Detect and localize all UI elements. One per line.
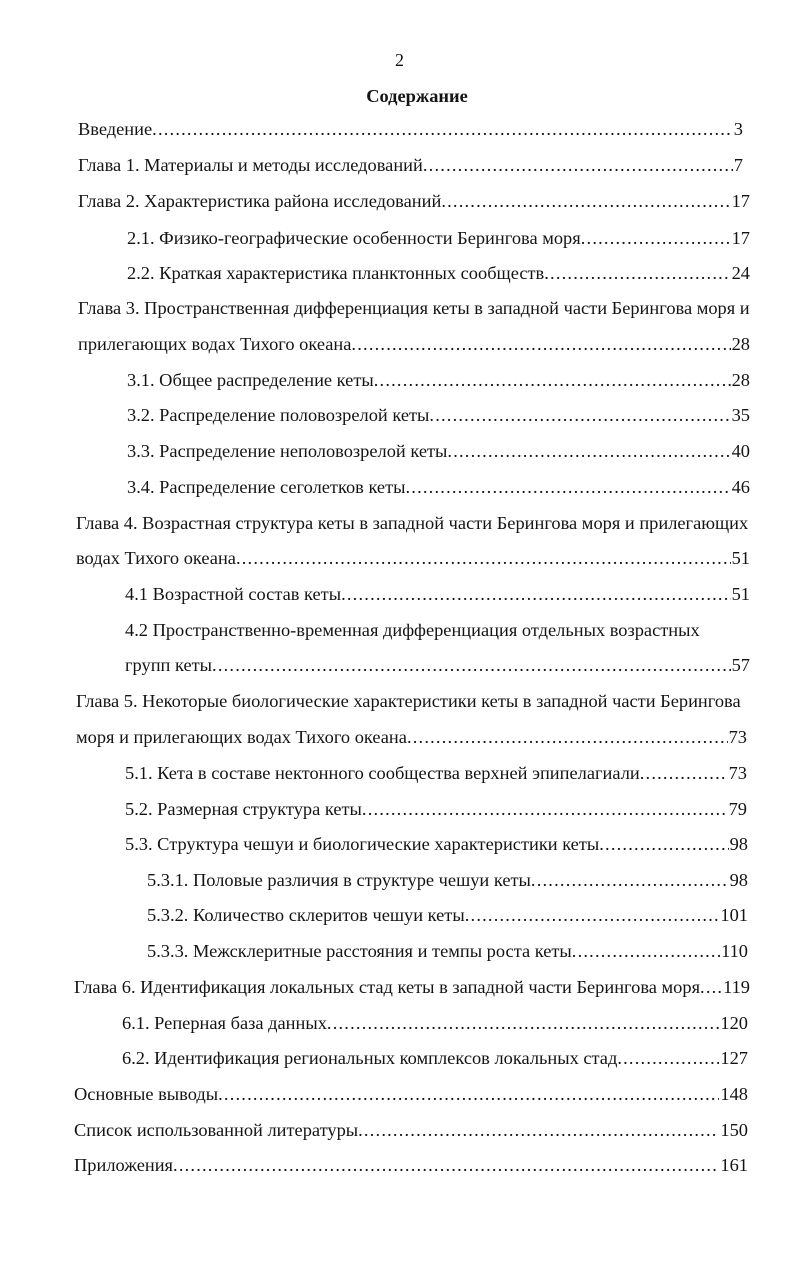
toc-entry-label: 6.1. Реперная база данных xyxy=(122,1013,327,1033)
toc-entry-page: 46 xyxy=(731,477,750,497)
toc-entry-label: 5.2. Размерная структура кеты xyxy=(125,799,362,819)
toc-entry-5-2 xyxy=(125,796,747,822)
toc-entry-page: 73 xyxy=(728,763,747,783)
toc-entry-intro xyxy=(78,116,743,142)
toc-entry-label: групп кеты xyxy=(125,655,213,675)
leader-dots xyxy=(441,188,730,214)
leader-dots xyxy=(405,474,730,500)
leader-dots xyxy=(358,1117,719,1143)
toc-entry-label: 6.2. Идентификация региональных комплексов локальных стад xyxy=(122,1048,618,1068)
toc-entry-label: 5.3.3. Межсклеритные расстояния и темпы роста кеты xyxy=(147,941,572,961)
toc-entry-page: 51 xyxy=(731,584,750,604)
page-number: 2 xyxy=(395,50,404,70)
toc-entry-3-3 xyxy=(127,438,750,464)
leader-dots xyxy=(362,796,728,822)
toc-entry-chapter-6 xyxy=(74,974,750,1000)
toc-entry-4-1 xyxy=(125,581,750,607)
toc-entry-label: моря и прилегающих водах Тихого океана xyxy=(76,727,407,747)
toc-entry-page: 150 xyxy=(720,1120,748,1140)
toc-entry-chapter-4 xyxy=(76,545,750,571)
toc-entry-label: прилегающих водах Тихого океана xyxy=(78,334,352,354)
toc-entry-5-3 xyxy=(125,831,748,857)
toc-entry-label: 5.3. Структура чешуи и биологические характеристики кеты xyxy=(125,834,600,854)
toc-entry-2-1 xyxy=(127,225,750,251)
leader-dots xyxy=(341,581,731,607)
toc-entry-label: водах Тихого океана xyxy=(76,548,236,568)
toc-entry-label: 3.2. Распределение половозрелой кеты xyxy=(127,405,430,425)
toc-entry-chapter-1 xyxy=(78,152,743,178)
leader-dots xyxy=(429,402,730,428)
toc-entry-3-2 xyxy=(127,402,750,428)
toc-entry-label: Глава 2. Характеристика района исследований xyxy=(78,191,442,211)
toc-entry-label: 5.3.2. Количество склеритов чешуи кеты xyxy=(147,905,465,925)
toc-entry-4-2 xyxy=(125,652,750,678)
toc-entry-5-1 xyxy=(125,760,747,786)
toc-entry-page: 120 xyxy=(720,1013,748,1033)
toc-entry-label: 4.1 Возрастной состав кеты xyxy=(125,584,342,604)
toc-entry-2-2 xyxy=(127,260,750,286)
toc-entry-label: 2.1. Физико-географические особенности Берингова моря xyxy=(127,228,581,248)
toc-entry-chapter-5 xyxy=(76,724,747,750)
toc-entry-label: Введение xyxy=(78,119,153,139)
toc-entry-6-2 xyxy=(122,1045,748,1071)
toc-entry-page: 127 xyxy=(720,1048,748,1068)
toc-entry-conclusions xyxy=(74,1081,748,1107)
toc-entry-label: 5.3.1. Половые различия в структуре чешуи кеты xyxy=(147,870,531,890)
toc-entry-page: 110 xyxy=(721,941,748,961)
toc-entry-label: 3.1. Общее распределение кеты xyxy=(127,370,374,390)
leader-dots xyxy=(640,760,728,786)
toc-entry-chapter-3-line1: Глава 3. Пространственная дифференциация кеты в западной части Берингова моря и xyxy=(78,298,750,318)
toc-entry-page: 51 xyxy=(731,548,750,568)
toc-entry-page: 40 xyxy=(731,441,750,461)
leader-dots xyxy=(218,1081,719,1107)
leader-dots xyxy=(465,902,720,928)
leader-dots xyxy=(407,724,728,750)
toc-entry-page: 79 xyxy=(728,799,747,819)
toc-entry-5-3-3 xyxy=(147,938,748,964)
leader-dots xyxy=(327,1010,720,1036)
leader-dots xyxy=(374,367,731,393)
leader-dots xyxy=(531,867,729,893)
toc-entry-page: 161 xyxy=(720,1155,748,1175)
toc-entry-page: 28 xyxy=(731,370,750,390)
toc-entry-appendix xyxy=(74,1152,748,1178)
toc-entry-5-3-2 xyxy=(147,902,748,928)
leader-dots xyxy=(700,974,722,1000)
toc-entry-page: 98 xyxy=(729,870,748,890)
toc-entry-chapter-3 xyxy=(78,331,750,357)
toc-entry-label: Основные выводы xyxy=(74,1084,219,1104)
toc-entry-chapter-5-line1: Глава 5. Некоторые биологические характеристики кеты в западной части Берингова xyxy=(76,691,741,711)
toc-entry-label: 5.1. Кета в составе нектонного сообщества верхней эпипелагиали xyxy=(125,763,640,783)
toc-entry-label: Глава 6. Идентификация локальных стад кеты в западной части Берингова моря xyxy=(74,977,701,997)
toc-entry-page: 17 xyxy=(731,191,750,211)
leader-dots xyxy=(212,652,731,678)
toc-entry-label: 3.3. Распределение неполовозрелой кеты xyxy=(127,441,448,461)
toc-entry-6-1 xyxy=(122,1010,748,1036)
toc-entry-label: Глава 1. Материалы и методы исследований xyxy=(78,155,423,175)
toc-entry-page: 57 xyxy=(731,655,750,675)
toc-entry-page: 24 xyxy=(731,263,750,283)
toc-entry-page: 98 xyxy=(729,834,748,854)
leader-dots xyxy=(599,831,728,857)
leader-dots xyxy=(173,1152,719,1178)
toc-entry-page: 28 xyxy=(731,334,750,354)
toc-title: Содержание xyxy=(366,86,468,106)
toc-entry-chapter-4-line1: Глава 4. Возрастная структура кеты в западной части Берингова моря и прилегающих xyxy=(76,513,749,533)
toc-entry-3-1 xyxy=(127,367,750,393)
leader-dots xyxy=(236,545,731,571)
toc-entry-page: 148 xyxy=(720,1084,748,1104)
leader-dots xyxy=(152,116,733,142)
leader-dots xyxy=(572,938,720,964)
toc-entry-3-4 xyxy=(127,474,750,500)
toc-entry-references xyxy=(74,1117,748,1143)
toc-entry-label: 3.4. Распределение сеголетков кеты xyxy=(127,477,406,497)
toc-entry-page: 7 xyxy=(733,155,743,175)
leader-dots xyxy=(581,225,731,251)
leader-dots xyxy=(447,438,730,464)
toc-entry-label: Список использованной литературы xyxy=(74,1120,359,1140)
toc-entry-label: Приложения xyxy=(74,1155,174,1175)
toc-entry-page: 17 xyxy=(731,228,750,248)
toc-entry-page: 101 xyxy=(720,905,748,925)
leader-dots xyxy=(617,1045,719,1071)
toc-entry-chapter-2 xyxy=(78,188,750,214)
toc-entry-page: 35 xyxy=(731,405,750,425)
toc-entry-page: 119 xyxy=(723,977,750,997)
leader-dots xyxy=(544,260,730,286)
toc-entry-5-3-1 xyxy=(147,867,748,893)
toc-entry-4-2-line1: 4.2 Пространственно-временная дифференциация отдельных возрастных xyxy=(125,620,700,640)
toc-entry-page: 3 xyxy=(733,119,743,139)
toc-entry-label: 2.2. Краткая характеристика планктонных сообществ xyxy=(127,263,545,283)
toc-entry-page: 73 xyxy=(728,727,747,747)
leader-dots xyxy=(423,152,733,178)
leader-dots xyxy=(351,331,730,357)
